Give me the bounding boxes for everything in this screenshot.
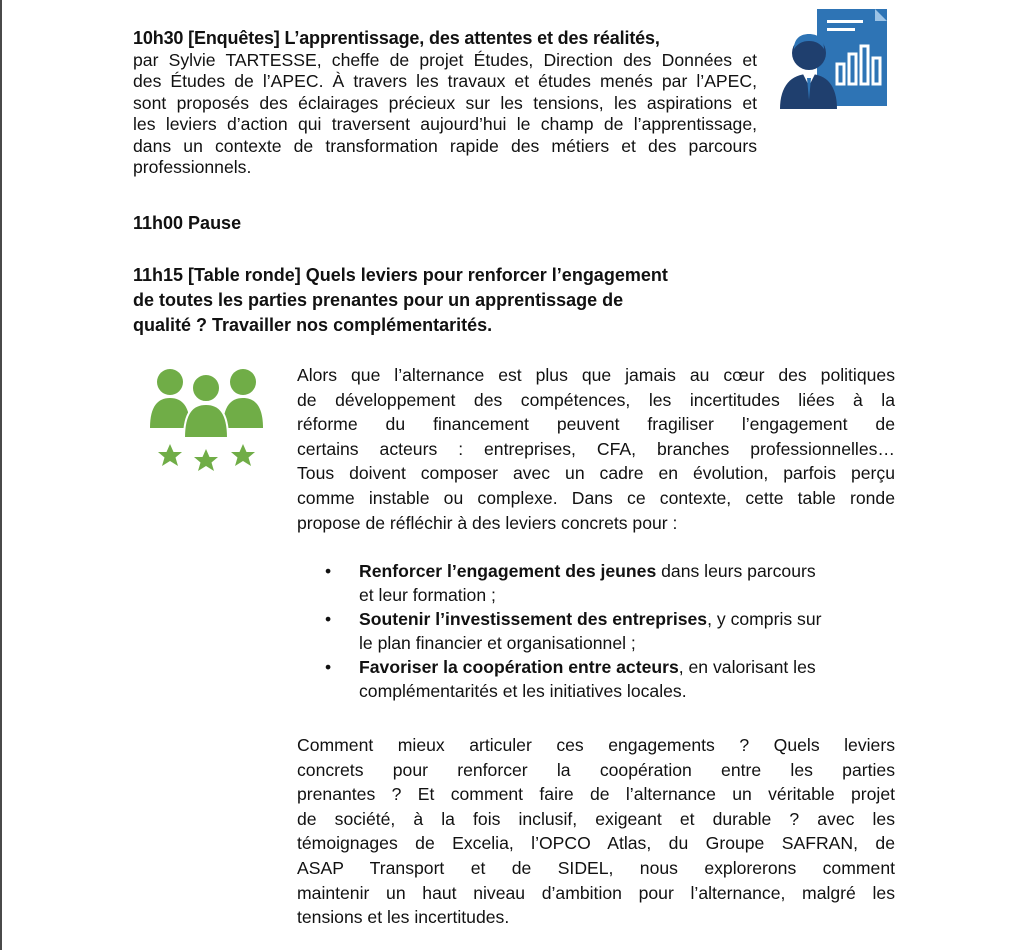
list-item-cont: complémentarités et les initiatives locales. bbox=[359, 681, 687, 701]
list-item-text: dans leurs parcours bbox=[656, 561, 816, 581]
body-line: sont proposés des éclairages précieux sur les tensions, les aspirations et bbox=[133, 92, 757, 113]
team-stars-icon bbox=[148, 366, 268, 478]
body-line: maintenir un haut niveau d’ambition pour l’alternance, malgré les bbox=[297, 882, 895, 903]
body-line: certains acteurs : entreprises, CFA, branches professionnelles… bbox=[297, 438, 895, 459]
list-item-cont: le plan financier et organisationnel ; bbox=[359, 633, 636, 653]
body-line: de développement des compétences, les incertitudes liées à la bbox=[297, 389, 895, 410]
body-line: concrets pour renforcer la coopération entre les parties bbox=[297, 759, 895, 780]
body-line: par Sylvie TARTESSE, cheffe de projet Études, Direction des Données et bbox=[133, 50, 757, 70]
body-line: Tous doivent composer avec un cadre en évolution, parfois perçu bbox=[297, 463, 895, 484]
body-line: propose de réfléchir à des leviers concrets pour : bbox=[297, 512, 678, 533]
bullet-icon: • bbox=[325, 609, 332, 629]
body-line: Alors que l’alternance est plus que jamais au cœur des politiques bbox=[297, 365, 895, 385]
page-edge-line bbox=[0, 0, 2, 950]
body-line: des Études de l’APEC. À travers les travaux et études menés par l’APEC, bbox=[133, 71, 757, 92]
bullet-icon: • bbox=[325, 561, 332, 581]
body-line: tensions et les incertitudes. bbox=[297, 907, 510, 928]
body-line: témoignages de Excelia, l’OPCO Atlas, du Groupe SAFRAN, de bbox=[297, 833, 895, 854]
survey-report-icon bbox=[779, 6, 889, 110]
table-ronde-intro bbox=[297, 363, 895, 535]
body-line: réforme du financement peuvent fragiliser l’engagement de bbox=[297, 414, 895, 435]
title-line: 11h15 [Table ronde] Quels leviers pour renforcer l’engagement bbox=[133, 265, 668, 285]
session-enquetes bbox=[133, 27, 757, 178]
list-item bbox=[297, 655, 897, 703]
session-enquetes-title: 10h30 [Enquêtes] L’apprentissage, des attentes et des réalités, bbox=[133, 28, 660, 48]
body-line: professionnels. bbox=[133, 157, 252, 178]
body-line: dans un contexte de transformation rapide des métiers et des parcours bbox=[133, 135, 757, 156]
list-item-text: , en valorisant les bbox=[678, 657, 816, 677]
body-line: Comment mieux articuler ces engagements ? Quels leviers bbox=[297, 735, 895, 755]
title-line: qualité ? Travailler nos complémentarités. bbox=[133, 315, 493, 335]
levers-list bbox=[297, 559, 897, 703]
body-line: les leviers d’action qui traversent aujourd’hui le champ de l’apprentissage, bbox=[133, 114, 757, 135]
list-item bbox=[297, 559, 897, 607]
title-line: de toutes les parties prenantes pour un apprentissage de bbox=[133, 290, 624, 310]
table-ronde-closing bbox=[297, 733, 895, 930]
body-line: ASAP Transport et de SIDEL, nous explorerons comment bbox=[297, 857, 895, 878]
bullet-icon: • bbox=[325, 657, 332, 677]
session-table-ronde-title bbox=[133, 263, 773, 338]
list-item-bold: Soutenir l’investissement des entreprises bbox=[359, 609, 708, 629]
list-item-bold: Renforcer l’engagement des jeunes bbox=[359, 561, 657, 581]
list-item-bold: Favoriser la coopération entre acteurs bbox=[359, 657, 679, 677]
pause-title: 11h00 Pause bbox=[133, 213, 242, 233]
body-line: de société, à la fois inclusif, exigeant et durable ? avec les bbox=[297, 808, 895, 829]
body-line: prenantes ? Et comment faire de l’alternance un véritable projet bbox=[297, 784, 895, 805]
list-item-cont: et leur formation ; bbox=[359, 585, 496, 605]
list-item bbox=[297, 607, 897, 655]
body-line: comme instable ou complexe. Dans ce contexte, cette table ronde bbox=[297, 487, 895, 508]
list-item-text: , y compris sur bbox=[707, 609, 822, 629]
session-enquetes-body bbox=[133, 50, 757, 178]
